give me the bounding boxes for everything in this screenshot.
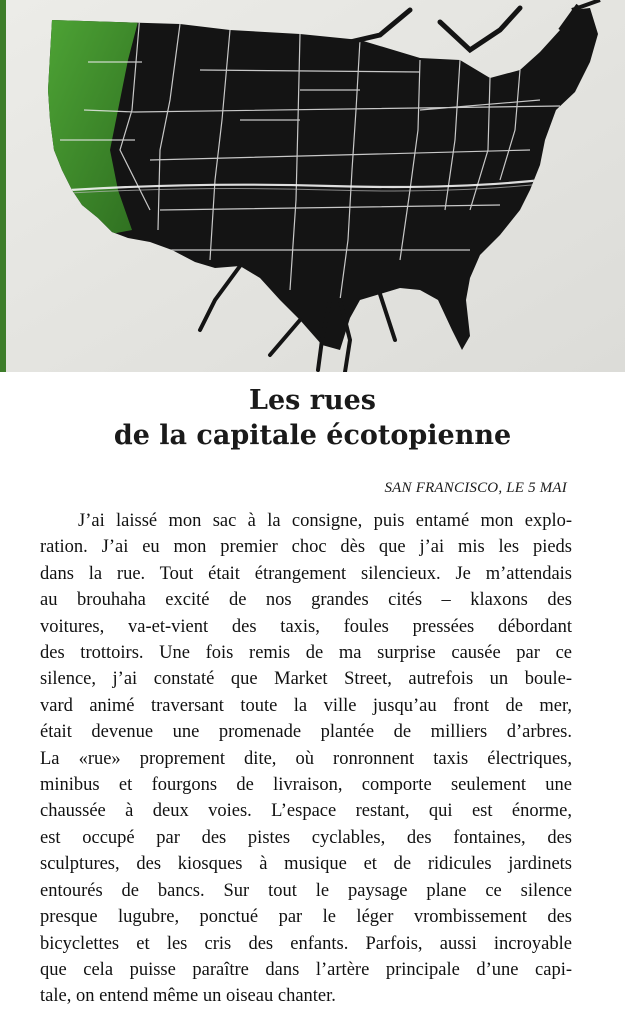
body-line: voitures, va-et-vient des taxis, foules pressées débordant	[40, 616, 572, 637]
body-line: vard animé traversant toute la ville jusqu’au front de mer,	[40, 695, 572, 716]
body-line: J’ai laissé mon sac à la consigne, puis entamé mon explo-	[78, 511, 572, 531]
body-line: au brouhaha excité de nos grandes cités – klaxons des	[40, 590, 572, 611]
title-line-2: de la capitale écotopienne	[113, 420, 512, 451]
article-body	[40, 508, 572, 1010]
body-line: bicyclettes et les cris des enfants. Parfois, aussi incroyable	[40, 933, 572, 954]
us-map-illustration	[0, 0, 625, 372]
body-line: dans la rue. Tout était étrangement silencieux. Je m’attendais	[40, 563, 572, 584]
body-line: presque lugubre, ponctué par le léger vrombissement des	[40, 907, 572, 928]
body-line: minibus et fourgons de livraison, comporte seulement une	[40, 775, 572, 796]
body-line: était devenue une promenade plantée de milliers d’arbres.	[40, 722, 572, 743]
body-line: La «rue» proprement dite, où ronronnent taxis électriques,	[40, 748, 572, 769]
body-line: sculptures, des kiosques à musique et de ridicules jardinets	[40, 854, 572, 875]
title-line-1: Les rues	[249, 385, 376, 416]
body-line: des trottoirs. Une fois remis de ma surprise causée par ce	[40, 643, 572, 664]
body-line: que cela puisse paraître dans l’artère principale d’une capi-	[40, 959, 572, 980]
body-line: tale, on entend même un oiseau chanter.	[40, 986, 336, 1007]
body-line: silence, j’ai constaté que Market Street, autrefois un boule-	[40, 669, 572, 690]
dateline: SAN FRANCISCO, LE 5 MAI	[384, 480, 567, 496]
body-line: chaussée à deux voies. L’espace restant, qui est énorme,	[40, 801, 572, 822]
map-of-united-states-icon	[0, 0, 625, 372]
body-line: entourés de bancs. Sur tout le paysage plane ce silence	[40, 880, 572, 901]
body-line: ration. J’ai eu mon premier choc dès que j’ai mis les pieds	[40, 537, 572, 558]
body-line: est occupé par des pistes cyclables, des fontaines, des	[40, 827, 572, 848]
article-title	[0, 384, 625, 454]
